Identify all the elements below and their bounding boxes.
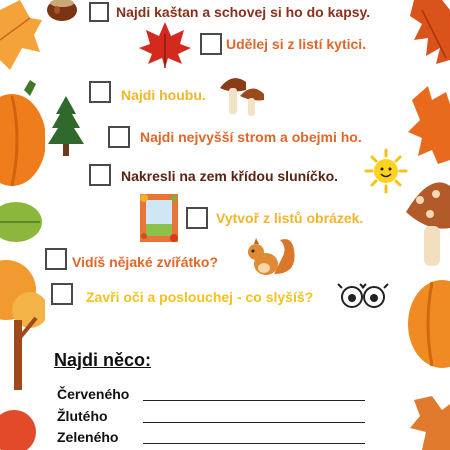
checkbox-item-2[interactable] [200, 33, 222, 55]
task-3-text: Najdi houbu. [121, 87, 206, 103]
find-section-title: Najdi něco: [54, 350, 152, 370]
checkbox-item-6[interactable] [186, 207, 208, 229]
mushroom-icon [218, 70, 266, 120]
right-border [402, 0, 450, 450]
fill-row-yellow [57, 408, 367, 426]
task-7-text: Vidíš nějaké zvířátko? [72, 254, 219, 270]
task-5-text: Nakresli na zem křídou sluníčko. [121, 168, 339, 184]
pumpkin-icon [408, 280, 450, 368]
fill-row-yellow-label: Žlutého [57, 408, 108, 424]
checkbox-item-8[interactable] [51, 283, 73, 305]
mushroom-icon [406, 182, 450, 266]
fill-row-red [57, 386, 367, 404]
tree-icon [0, 260, 45, 390]
task-1-text: Najdi kaštan a schovej si ho do kapsy. [116, 4, 371, 20]
apple-icon [0, 410, 36, 450]
maple-leaf-icon [408, 86, 450, 164]
answer-line-green[interactable] [143, 443, 365, 444]
task-2-text: Udělej si z listí kytici. [226, 36, 367, 52]
leaf-frame-icon [138, 192, 180, 244]
maple-leaf-icon [138, 20, 192, 70]
eyes-icon [336, 282, 390, 310]
chestnut-icon [46, 0, 78, 22]
pumpkin-icon [0, 80, 45, 186]
fill-row-green-label: Zeleného [57, 429, 119, 445]
squirrel-icon [244, 234, 298, 278]
task-6-text: Vytvoř z listů obrázek. [216, 210, 364, 226]
answer-line-yellow[interactable] [143, 422, 365, 423]
maple-leaf-icon [0, 0, 42, 70]
fill-row-red-label: Červeného [57, 386, 130, 402]
left-border [0, 0, 45, 450]
checkbox-item-7[interactable] [45, 248, 67, 270]
fill-row-green [57, 429, 367, 447]
checkbox-item-4[interactable] [108, 126, 130, 148]
leaf-icon [0, 202, 42, 242]
checkbox-item-3[interactable] [89, 81, 111, 103]
task-4-text: Najdi nejvyšší strom a obejmi ho. [140, 129, 362, 145]
oak-leaf-icon [410, 396, 450, 450]
task-8-text: Zavři oči a poslouchej - co slyšíš? [86, 289, 314, 305]
sun-icon [362, 148, 410, 194]
checkbox-item-1[interactable] [89, 2, 109, 22]
oak-leaf-icon [410, 0, 450, 64]
answer-line-red[interactable] [143, 400, 365, 401]
checkbox-item-5[interactable] [89, 164, 111, 186]
pine-tree-icon [46, 96, 86, 158]
